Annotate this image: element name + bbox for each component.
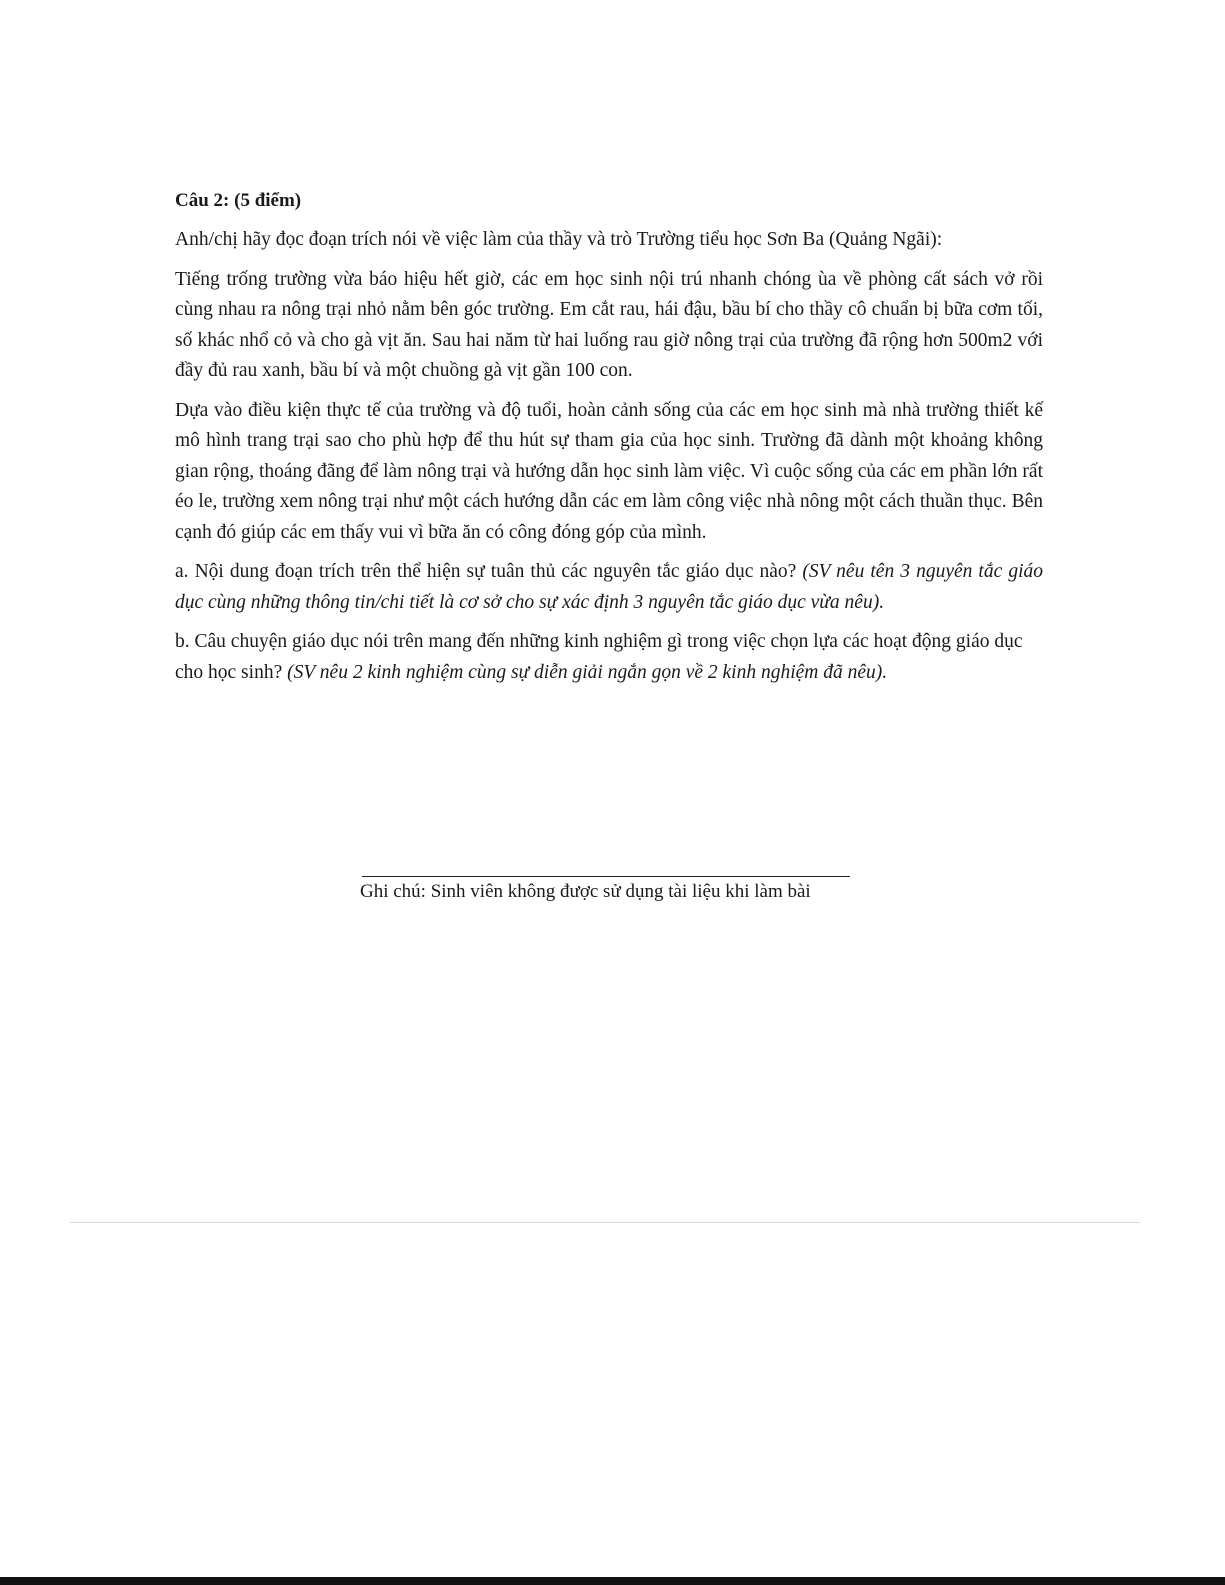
footer-note-block	[360, 876, 852, 907]
passage-paragraph-2: Dựa vào điều kiện thực tế của trường và độ tuổi, hoàn cảnh sống của các em học sinh mà nhà trường thiết kế mô hình trang trại sao cho phù hợp để thu hút sự tham gia của học sinh. Trường đã dành một khoảng không gian rộng, thoáng đãng để làm nông trại và hướng dẫn học sinh làm việc. Vì cuộc sống của các em phần lớn rất éo le, trường xem nông trại như một cách hướng dẫn các em làm công việc nhà nông một cách thuần thục. Bên cạnh đó giúp các em thấy vui vì bữa ăn có công đóng góp của mình.	[175, 399, 1043, 543]
footer-note: Ghi chú: Sinh viên không được sử dụng tài liệu khi làm bài	[360, 881, 811, 902]
question-block	[175, 186, 1043, 697]
question-intro: Anh/chị hãy đọc đoạn trích nói về việc làm của thầy và trò Trường tiểu học Sơn Ba (Quảng Ngãi):	[175, 229, 943, 250]
question-part-b	[175, 627, 1043, 688]
scan-fold-line	[70, 1222, 1140, 1223]
part-b-text: b. Câu chuyện giáo dục nói trên mang đến những kinh nghiệm gì trong việc chọn lựa các hoạt động giáo dục cho học sinh?	[175, 631, 1023, 683]
scan-bottom-edge	[0, 1577, 1225, 1585]
part-a-text: a. Nội dung đoạn trích trên thể hiện sự tuân thủ các nguyên tắc giáo dục nào?	[175, 561, 803, 582]
part-a-instruction: (SV nêu tên 3 nguyên tắc giáo dục cùng những thông tin/chi tiết là cơ sở cho sự xác định 3 nguyên tắc giáo dục vừa nêu).	[175, 561, 1043, 613]
question-part-a	[175, 557, 1043, 618]
part-b-instruction: (SV nêu 2 kinh nghiệm cùng sự diễn giải ngắn gọn về 2 kinh nghiệm đã nêu).	[287, 661, 888, 683]
question-heading: Câu 2: (5 điểm)	[175, 190, 302, 211]
passage-paragraph-1: Tiếng trống trường vừa báo hiệu hết giờ, các em học sinh nội trú nhanh chóng ùa về phòng cất sách vở rồi cùng nhau ra nông trại nhỏ nằm bên góc trường. Em cắt rau, hái đậu, bầu bí cho thầy cô chuẩn bị bữa cơm tối, số khác nhổ cỏ và cho gà vịt ăn. Sau hai năm từ hai luống rau giờ nông trại của trường đã rộng hơn 500m2 với đầy đủ rau xanh, bầu bí và một chuồng gà vịt gần 100 con.	[175, 268, 1043, 381]
